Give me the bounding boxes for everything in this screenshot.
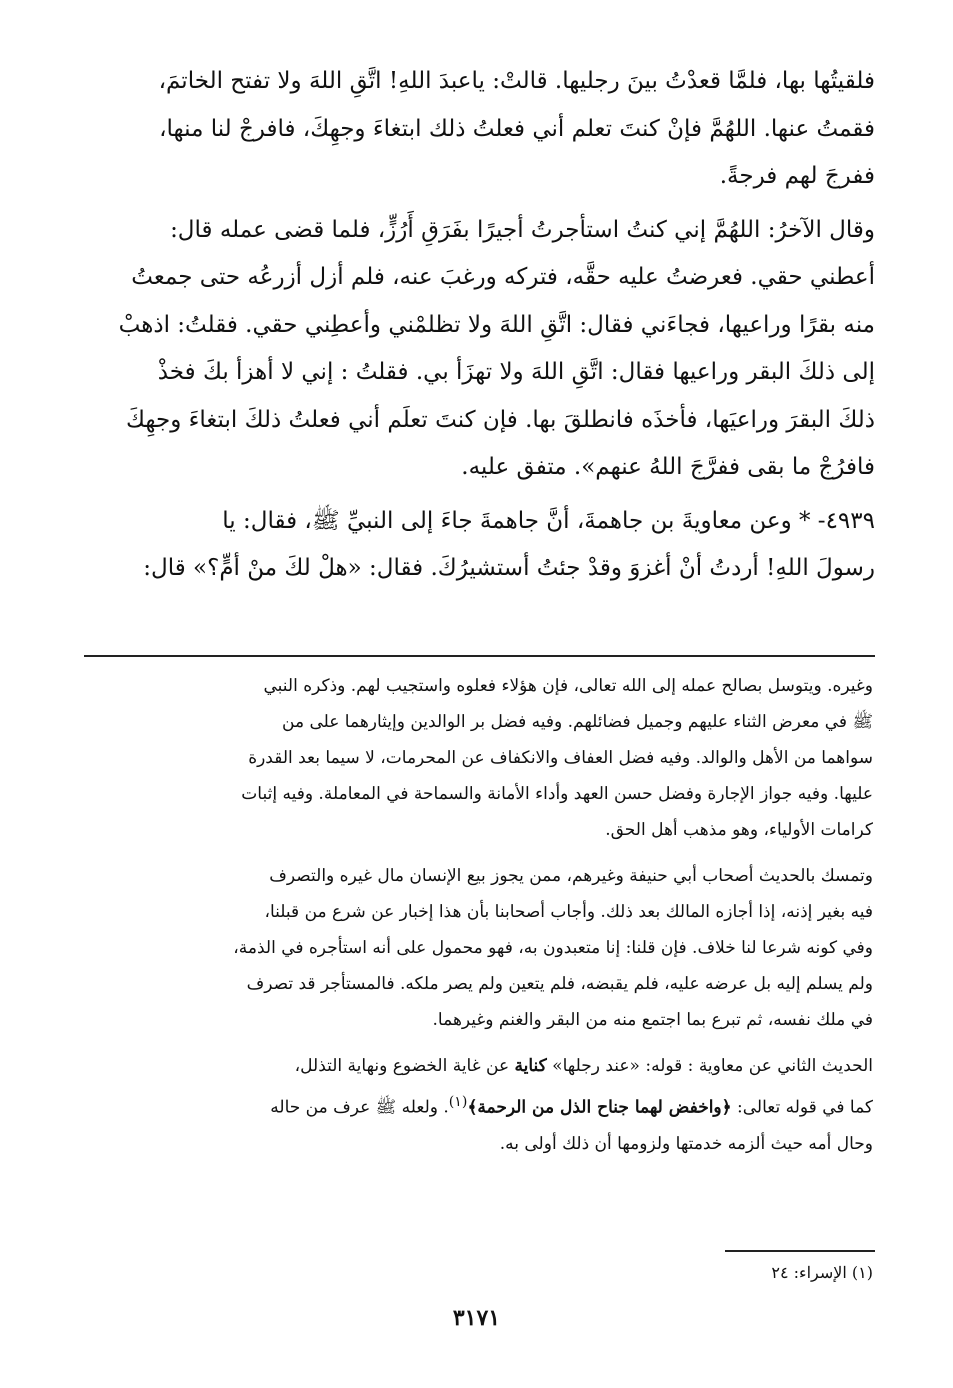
bold-term: كناية xyxy=(514,1056,547,1076)
hadith-paragraph xyxy=(80,207,875,492)
text-line: وحال أمه حيث ألزمه خدمتها ولزومها أن ذلك أولى به. xyxy=(499,1133,873,1154)
text-segment: عن غاية الخضوع ونهاية التذلل، xyxy=(294,1056,515,1076)
quran-quote: ﴿واخفض لهما جناح الذل من الرحمة﴾ xyxy=(467,1097,732,1118)
text-line: أعطني حقي. فعرضتُ عليه حقَّه، فتركه ورغبَ عنه، فلم أزل أزرعُه حتى جمعتُ xyxy=(131,264,875,290)
text-line: وتمسك بالحديث أصحاب أبي حنيفة وغيرهم، ممن يجوز بيع الإنسان مال غيره والتصرف xyxy=(269,866,873,886)
text-line: ففرجَ لهم فرجةً. xyxy=(719,163,875,189)
hadith-text xyxy=(80,58,875,599)
footnote: (١) الإسراء: ٢٤ xyxy=(771,1263,873,1282)
text-line: عليها. وفيه جواز الإجارة وفضل حسن العهد وأداء الأمانة والسماحة في المعاملة. وفيه إثبات xyxy=(241,784,873,804)
text-line: كرامات الأولياء، وهو مذهب أهل الحق. xyxy=(605,820,873,840)
commentary-paragraph xyxy=(80,1048,873,1162)
text-line: ﷺ في معرض الثناء عليهم وجميل فضائلهم. وفيه فضل بر الوالدين وإيثارهما على من xyxy=(282,712,873,732)
text-line xyxy=(80,1048,873,1084)
text-line: رسولَ اللهِ! أردتُ أنْ أغزوَ وقدْ جئتُ أستشيرُكَ. فقال: «هلْ لكَ منْ أمٍّ؟» قال: xyxy=(143,555,875,581)
hadith-paragraph xyxy=(80,498,875,593)
text-line: ولم يسلم إليه بل عرضه عليه، فلم يقبضه، فلم يتعين ولم يصر ملكه. فالمستأجر قد تصرف xyxy=(246,974,873,994)
text-line: سواهما من الأهل والوالد. وفيه فضل العفاف والانكفاف عن المحرمات، لا سيما بعد القدرة xyxy=(248,748,873,768)
commentary-paragraph xyxy=(80,858,873,1038)
commentary-paragraph xyxy=(80,668,873,848)
text-segment: الحديث الثاني عن معاوية : قوله: «عند رجلها» xyxy=(546,1056,873,1076)
page-number: ٣١٧١ xyxy=(452,1305,501,1331)
text-line: فلقيتُها بها، فلمَّا قعدْتُ بينَ رجليها. قالتْ: ياعبدَ اللهِ! اتَّقِ اللهَ ولا تفتح الخاتمَ، xyxy=(158,68,875,94)
text-line: وقال الآخرُ: اللهُمَّ إني كنتُ استأجرتُ أجيرًا بفَرَقِ أَرُزٍّ، فلما قضى عمله قال: xyxy=(170,216,875,243)
main-divider xyxy=(84,655,875,657)
commentary-text xyxy=(80,668,873,1172)
text-line: فقمتُ عنها. اللهُمَّ فإنْ كنتَ تعلم أني فعلتُ ذلك ابتغاءَ وجهِكَ، فافرجْ لنا منها، xyxy=(159,115,875,142)
hadith-paragraph xyxy=(80,58,875,201)
text-segment: كما في قوله تعالى: xyxy=(731,1097,873,1118)
text-line: إلى ذلكَ البقر وراعيها فقال: اتَّقِ اللهَ ولا تهزَأ بي. فقلتُ : إني لا أهزأ بكَ فخذْ xyxy=(157,359,875,385)
text-line: وغيره. ويتوسل بصالح عمله إلى الله تعالى، فإن هؤلاء فعلوه واستجيب لهم. وذكره النبي xyxy=(263,676,873,696)
text-line: فافرُجْ ما بقى ففرَّجَ اللهُ عنهم». متفق عليه. xyxy=(461,454,875,480)
text-line: منه بقرًا وراعيها، فجاءَني فقال: اتَّقِ اللهَ ولا تظلمْني وأعطِني حقي. فقلتُ: اذهبْ xyxy=(118,311,875,338)
text-line xyxy=(80,1084,873,1126)
text-line: فيه بغير إذنه، إذا أجازه المالك بعد ذلك. وأجاب أصحابنا بأن هذا إخبار عن شرع من قبلنا، xyxy=(264,902,873,922)
text-line: ذلكَ البقرَ وراعيَها، فأخذَه فانطلقَ بها. فإن كنتَ تعلَم أني فعلتُ ذلكَ ابتغاءَ وجهِكَ xyxy=(125,406,875,433)
text-line: في ملك نفسه، ثم تبرع بما اجتمع منه من البقر والغنم وغيرهما. xyxy=(432,1010,873,1030)
text-line: وفي كونه شرعا لنا خلاف. فإن قلنا: إنا متعبدون به، فهو محمول على أنه استأجره في الذمة، xyxy=(233,938,873,958)
footnote-ref: (١) xyxy=(448,1094,468,1110)
text-line: ٤٩٣٩- * وعن معاويةَ بن جاهمةَ، أنَّ جاهمةَ جاءَ إلى النبيِّ ﷺ، فقال: يا xyxy=(222,507,875,534)
footnote-divider xyxy=(725,1250,875,1252)
text-segment: . ولعله ﷺ عرف من حاله xyxy=(270,1097,449,1118)
